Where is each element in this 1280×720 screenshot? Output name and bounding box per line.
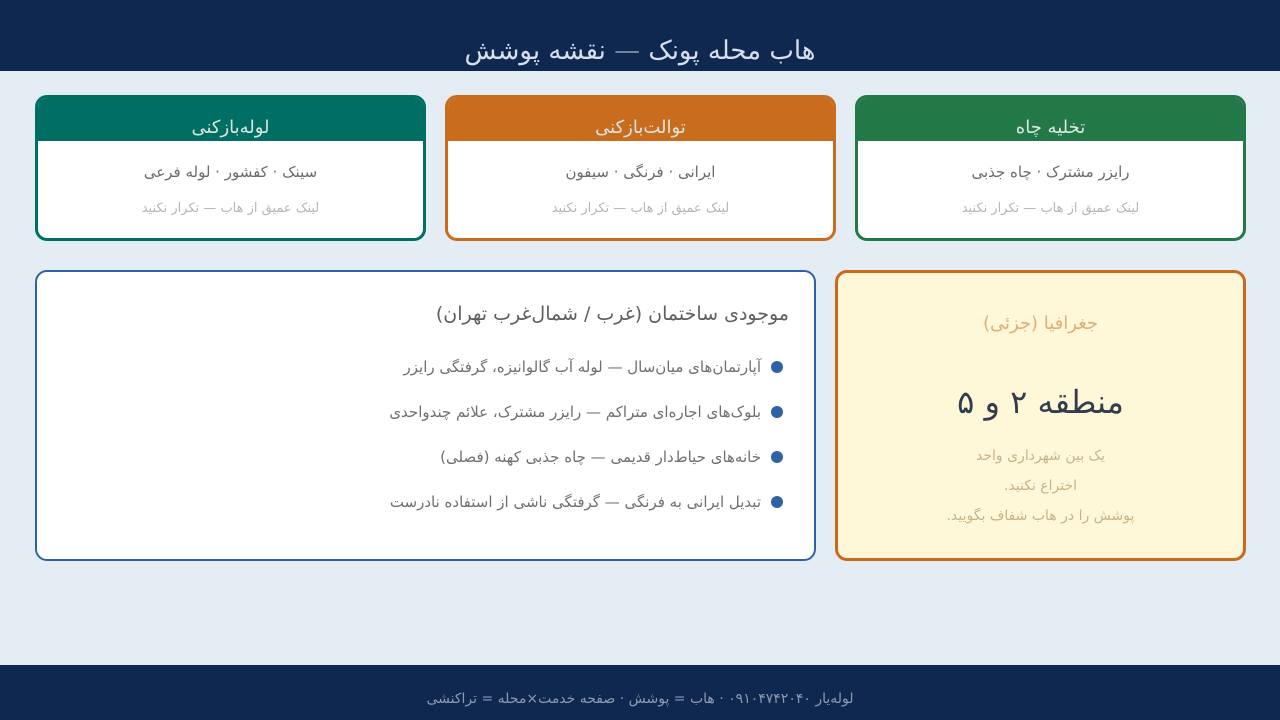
list-item-text: خانه‌های حیاط‌دار قدیمی — چاه جذبی کهنه (فصلی) xyxy=(440,447,761,466)
service-card-header xyxy=(448,98,833,141)
geography-value: منطقه ۲ و ۵ xyxy=(957,383,1124,421)
inventory-list xyxy=(389,344,783,524)
service-card-pipe[interactable] xyxy=(35,95,426,241)
service-title: تخلیه چاه xyxy=(1015,117,1086,138)
service-card-header xyxy=(38,98,423,141)
list-item xyxy=(389,434,783,479)
service-card-well[interactable] xyxy=(855,95,1246,241)
bullet-icon xyxy=(771,361,783,373)
service-deep-link[interactable]: لینک عمیق از هاب — تکرار نکنید xyxy=(961,201,1140,216)
service-items: ایرانی · فرنگی · سیفون xyxy=(565,163,716,181)
list-item-text: آپارتمان‌های میان‌سال — لوله آب گالوانیزه، گرفتگی رایزر xyxy=(403,357,761,376)
geography-label: جغرافیا (جزئی) xyxy=(982,313,1099,334)
footer-bar xyxy=(0,665,1280,720)
service-card-header xyxy=(858,98,1243,141)
inventory-title: موجودی ساختمان (غرب / شمال‌غرب تهران) xyxy=(435,303,789,325)
service-deep-link[interactable]: لینک عمیق از هاب — تکرار نکنید xyxy=(141,201,320,216)
list-item xyxy=(389,344,783,389)
geography-note: اختراع نکنید. xyxy=(1003,478,1078,494)
service-deep-link[interactable]: لینک عمیق از هاب — تکرار نکنید xyxy=(551,201,730,216)
bullet-icon xyxy=(771,406,783,418)
service-items: رایزر مشترک · چاه جذبی xyxy=(971,163,1130,181)
service-title: توالت‌بازکنی xyxy=(595,117,686,138)
list-item-text: تبدیل ایرانی به فرنگی — گرفتگی ناشی از استفاده نادرست xyxy=(389,492,761,511)
bullet-icon xyxy=(771,451,783,463)
footer-text: لوله‌یار ۰۹۱۰۴۷۴۲۰۴۰ · هاب = پوشش · صفحه خدمت×محله = تراکنشی xyxy=(426,691,854,707)
geography-note: پوشش را در هاب شفاف بگویید. xyxy=(946,508,1135,524)
service-items: سینک · کفشور · لوله فرعی xyxy=(143,163,318,181)
list-item xyxy=(389,389,783,434)
geography-note: یک بین شهرداری واحد xyxy=(976,448,1105,464)
list-item-text: بلوک‌های اجاره‌ای متراکم — رایزر مشترک، علائم چندواحدی xyxy=(389,402,761,421)
header-bar xyxy=(0,0,1280,71)
geography-card xyxy=(835,270,1246,561)
list-item xyxy=(389,479,783,524)
bullet-icon xyxy=(771,496,783,508)
service-title: لوله‌بازکنی xyxy=(191,117,270,138)
building-inventory-card xyxy=(35,270,816,561)
page-title: هاب محله پونک — نقشه پوشش xyxy=(464,36,816,66)
service-card-toilet[interactable] xyxy=(445,95,836,241)
